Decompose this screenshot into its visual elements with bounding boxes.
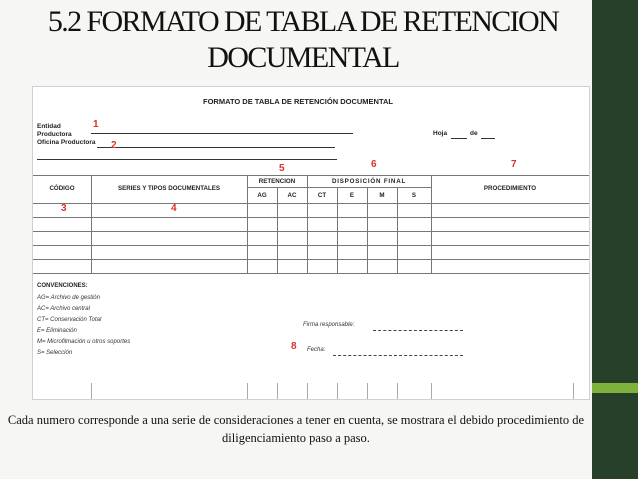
table-col-line xyxy=(277,187,278,273)
convention-item: CT= Conservación Total xyxy=(37,317,102,323)
field-hoja-label: Hoja xyxy=(433,130,448,137)
form-heading: FORMATO DE TABLA DE RETENCIÓN DOCUMENTAL xyxy=(203,97,393,106)
field-oficina-label: Oficina Productora xyxy=(37,139,96,146)
oficina-underline xyxy=(97,147,335,148)
convention-item: M= Microfilmación u otros soportes xyxy=(37,339,131,345)
table-col-line xyxy=(337,187,338,273)
sub-header-s: S xyxy=(411,192,417,199)
col-header-retencion: RETENCION xyxy=(258,178,296,185)
bottom-tick xyxy=(397,383,398,399)
slide-caption: Cada numero corresponde a una serie de consideraciones a tener en cuenta, se mostrara el debido procedimiento de diligenciamiento paso a paso. xyxy=(7,413,585,445)
marker-3: 3 xyxy=(61,203,67,214)
table-row-line xyxy=(33,259,589,260)
sub-header-ag: AG xyxy=(257,192,267,199)
bottom-tick xyxy=(277,383,278,399)
marker-1: 1 xyxy=(93,119,99,130)
entidad-underline xyxy=(91,133,353,134)
marker-4: 4 xyxy=(171,203,177,214)
sub-header-ct: CT xyxy=(317,192,327,199)
document-form-image xyxy=(32,86,590,400)
marker-8: 8 xyxy=(291,341,297,352)
convention-item: S= Selección xyxy=(37,350,73,356)
bottom-tick xyxy=(307,383,308,399)
table-col-line xyxy=(397,187,398,273)
hoja-underline xyxy=(451,138,467,139)
table-row-line xyxy=(33,245,589,246)
field-de-label: de xyxy=(470,130,478,137)
bottom-tick xyxy=(337,383,338,399)
table-top-line xyxy=(33,175,589,176)
sub-header-ac: AC xyxy=(287,192,297,199)
convention-item: E= Eliminación xyxy=(37,328,77,334)
table-col-line xyxy=(307,175,308,273)
marker-2: 2 xyxy=(111,140,117,151)
table-row-line xyxy=(33,217,589,218)
bottom-tick xyxy=(91,383,92,399)
slide-sidebar xyxy=(592,0,638,479)
field-entidad-label: Entidad xyxy=(37,123,61,130)
signature-fecha-label: Fecha: xyxy=(307,347,326,353)
firma-underline xyxy=(373,330,463,331)
marker-7: 7 xyxy=(511,159,517,170)
bottom-tick xyxy=(247,383,248,399)
table-bottom-line xyxy=(33,273,589,274)
table-header-bottom-line xyxy=(33,203,589,204)
table-sub-header-line xyxy=(247,187,431,188)
signature-firma-label: Firma responsable: xyxy=(303,322,355,328)
col-header-procedimiento: PROCEDIMIENTO xyxy=(483,185,537,192)
de-underline xyxy=(481,138,495,139)
table-col-line xyxy=(247,175,248,273)
bottom-tick xyxy=(367,383,368,399)
slide-sidebar-accent xyxy=(592,383,638,393)
fecha-underline xyxy=(333,355,463,356)
field-productora-label: Productora xyxy=(37,131,72,138)
bottom-tick xyxy=(573,383,574,399)
marker-5: 5 xyxy=(279,163,285,174)
sub-header-e: E xyxy=(349,192,355,199)
col-header-disposicion: DISPOSICIÓN FINAL xyxy=(331,178,407,185)
col-header-series: SERIES Y TIPOS DOCUMENTALES xyxy=(117,185,221,192)
table-row-line xyxy=(33,231,589,232)
oficina-underline-2 xyxy=(37,159,337,160)
marker-6: 6 xyxy=(371,159,377,170)
convention-item: AG= Archivo de gestión xyxy=(37,295,100,301)
conventions-title: CONVENCIONES: xyxy=(37,283,88,289)
table-col-line xyxy=(367,187,368,273)
sub-header-m: M xyxy=(379,192,385,199)
slide-title: 5.2 FORMATO DE TABLA DE RETENCION DOCUMENTAL xyxy=(47,5,559,74)
col-header-codigo: CÓDIGO xyxy=(49,185,75,192)
bottom-tick xyxy=(431,383,432,399)
convention-item: AC= Archivo central xyxy=(37,306,90,312)
